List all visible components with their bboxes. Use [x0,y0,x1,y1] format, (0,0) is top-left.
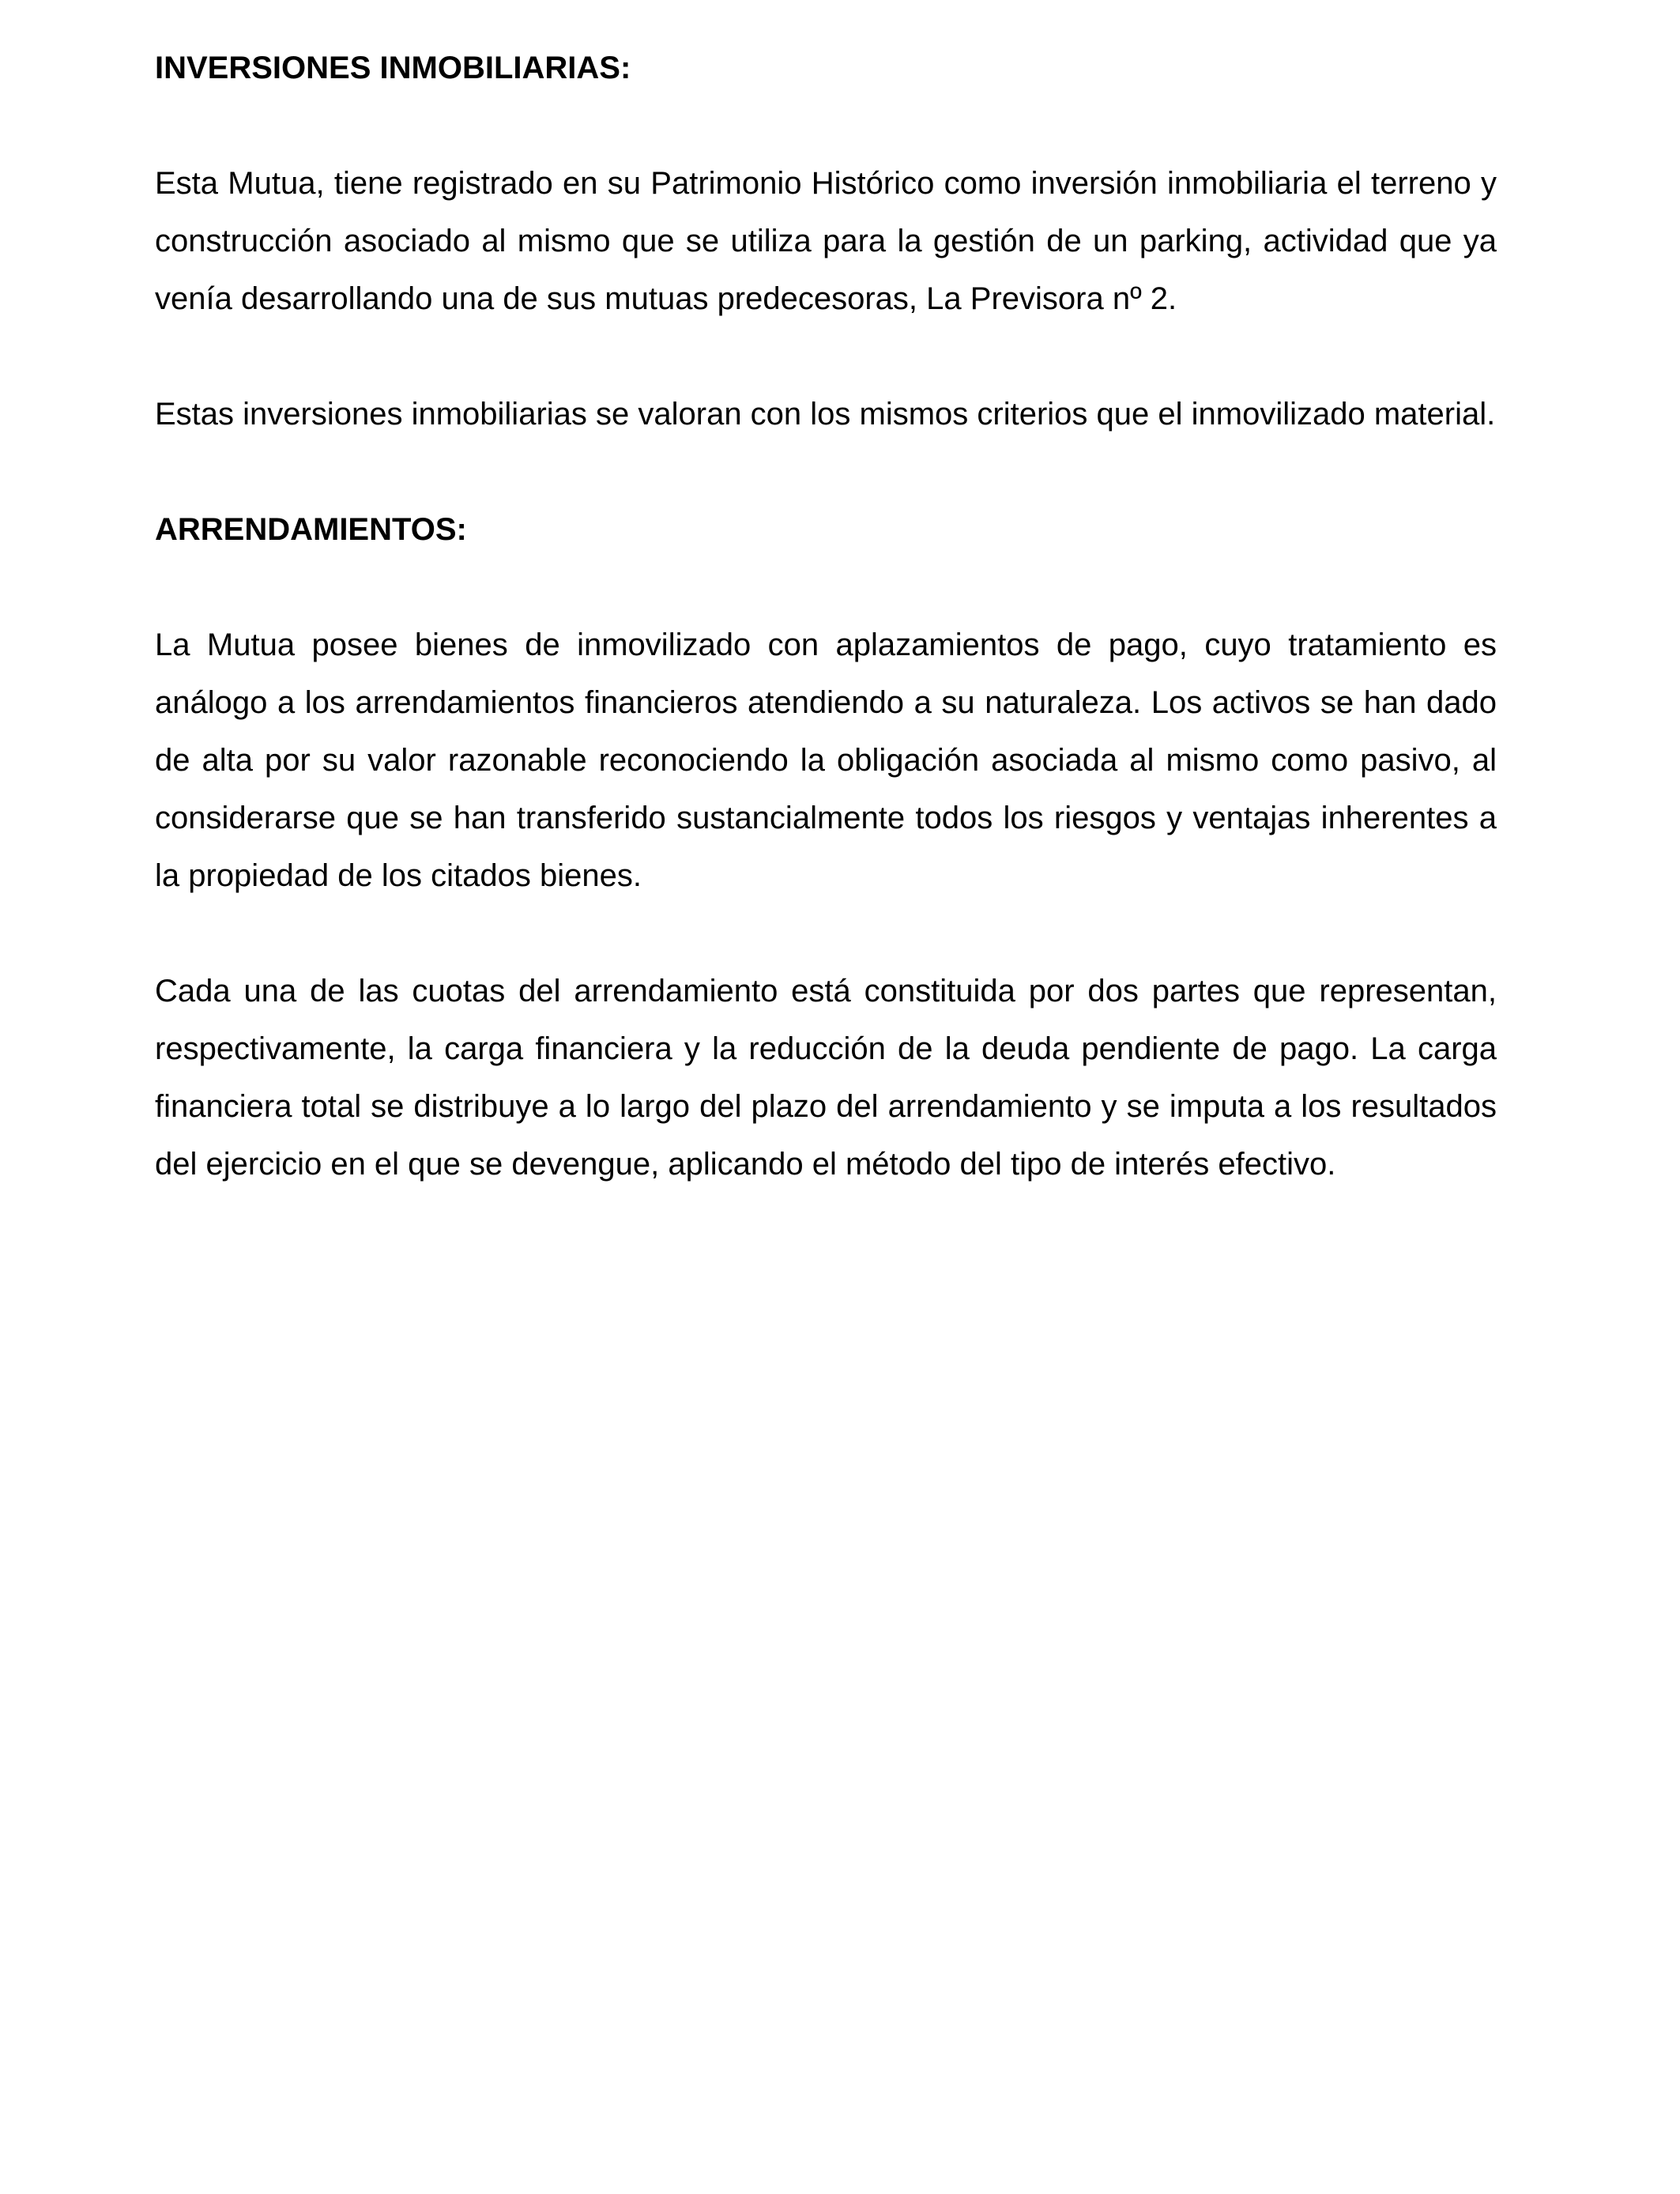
paragraph-inversiones-1: Esta Mutua, tiene registrado en su Patrimonio Histórico como inversión inmobiliaria el terreno y construcción asociado al mismo que se utiliza para la gestión de un parking, actividad que ya venía desarrollando una de sus mutuas predecesoras, La Previsora nº 2. [155,166,1497,316]
paragraph-arrendamientos-2: Cada una de las cuotas del arrendamiento está constituida por dos partes que representan, respectivamente, la carga financiera y la reducción de la deuda pendiente de pago. La carga financiera total se distribuye a lo largo del plazo del arrendamiento y se imputa a los resultados del ejercicio en el que se devengue, aplicando el método del tipo de interés efectivo. [155,974,1497,1182]
spacer [155,328,1497,386]
document-body [155,40,1497,1193]
spacer [155,97,1497,155]
section-heading-arrendamientos: ARRENDAMIENTOS: [155,512,467,547]
paragraph-inversiones-2: Estas inversiones inmobiliarias se valoran con los mismos criterios que el inmovilizado material. [155,397,1496,432]
spacer [155,559,1497,616]
spacer [155,443,1497,501]
paragraph-arrendamientos-1: La Mutua posee bienes de inmovilizado con aplazamientos de pago, cuyo tratamiento es análogo a los arrendamientos financieros atendiendo a su naturaleza. Los activos se han dado de alta por su valor razonable reconociendo la obligación asociada al mismo como pasivo, al considerarse que se han transferido sustancialmente todos los riesgos y ventajas inherentes a la propiedad de los citados bienes. [155,628,1497,893]
section-heading-inversiones: INVERSIONES INMOBILIARIAS: [155,51,631,85]
spacer [155,905,1497,963]
